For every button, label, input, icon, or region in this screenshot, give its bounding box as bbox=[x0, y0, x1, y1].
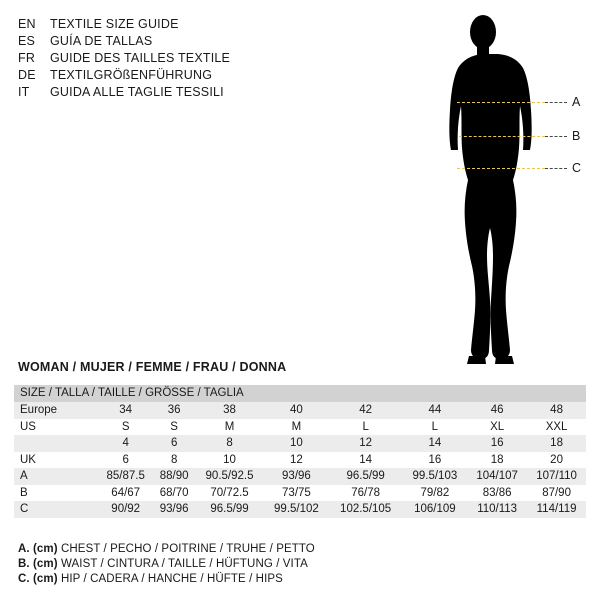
row-cell: 44 bbox=[403, 402, 468, 419]
row-cell: 48 bbox=[527, 402, 586, 419]
row-cell: 46 bbox=[467, 402, 527, 419]
language-list bbox=[18, 16, 348, 101]
row-cell: 106/109 bbox=[403, 501, 468, 518]
measure-line-b bbox=[459, 136, 545, 137]
row-cell: 96.5/99 bbox=[195, 501, 264, 518]
measure-label-b: B bbox=[572, 129, 581, 143]
row-cell: 85/87.5 bbox=[98, 468, 153, 485]
language-code: ES bbox=[18, 34, 36, 48]
table-header-row bbox=[14, 385, 586, 402]
legend-row-a bbox=[18, 542, 578, 557]
row-cell: 107/110 bbox=[527, 468, 586, 485]
row-cell: 8 bbox=[195, 435, 264, 452]
row-cell: XL bbox=[467, 419, 527, 436]
row-cell: 96.5/99 bbox=[329, 468, 403, 485]
language-row-it bbox=[18, 84, 348, 101]
row-cell: 18 bbox=[467, 452, 527, 469]
table-row bbox=[14, 452, 586, 469]
measure-line-c bbox=[457, 168, 545, 169]
legend-key: C. (cm) bbox=[18, 573, 58, 585]
measure-line-a bbox=[457, 102, 545, 103]
legend-text: HIP / CADERA / HANCHE / HÜFTE / HIPS bbox=[60, 573, 283, 585]
legend-row-c bbox=[18, 572, 578, 587]
row-cell: 93/96 bbox=[264, 468, 329, 485]
row-cell: 104/107 bbox=[467, 468, 527, 485]
table-row bbox=[14, 419, 586, 436]
female-silhouette-icon bbox=[395, 8, 595, 368]
row-label: Europe bbox=[14, 402, 98, 419]
table-caption: WOMAN / MUJER / FEMME / FRAU / DONNA bbox=[18, 360, 287, 374]
row-cell: 88/90 bbox=[153, 468, 195, 485]
table-row bbox=[14, 485, 586, 502]
table-row bbox=[14, 402, 586, 419]
row-cell: 99.5/102 bbox=[264, 501, 329, 518]
legend bbox=[18, 542, 578, 587]
row-cell: 8 bbox=[153, 452, 195, 469]
row-cell: 90/92 bbox=[98, 501, 153, 518]
language-row-en bbox=[18, 16, 348, 33]
legend-text: WAIST / CINTURA / TAILLE / HÜFTUNG / VITA bbox=[60, 558, 308, 570]
row-cell: L bbox=[329, 419, 403, 436]
row-cell: 34 bbox=[98, 402, 153, 419]
measure-leader-c bbox=[545, 168, 567, 169]
row-cell: XXL bbox=[527, 419, 586, 436]
row-label: B bbox=[14, 485, 98, 502]
language-code: EN bbox=[18, 17, 36, 31]
language-row-fr bbox=[18, 50, 348, 67]
row-cell: 14 bbox=[403, 435, 468, 452]
legend-text: CHEST / PECHO / POITRINE / TRUHE / PETTO bbox=[60, 543, 315, 555]
measure-leader-a bbox=[545, 102, 567, 103]
row-cell: 99.5/103 bbox=[403, 468, 468, 485]
language-code: IT bbox=[18, 85, 30, 99]
row-cell: 16 bbox=[403, 452, 468, 469]
row-cell: 10 bbox=[264, 435, 329, 452]
row-cell: S bbox=[153, 419, 195, 436]
row-cell: 83/86 bbox=[467, 485, 527, 502]
measure-label-a: A bbox=[572, 95, 581, 109]
table-header-label: SIZE / TALLA / TAILLE / GRÖSSE / TAGLIA bbox=[14, 385, 586, 402]
row-cell: 40 bbox=[264, 402, 329, 419]
legend-key: B. (cm) bbox=[18, 558, 58, 570]
table-row bbox=[14, 501, 586, 518]
row-cell: M bbox=[264, 419, 329, 436]
row-cell: 114/119 bbox=[527, 501, 586, 518]
row-cell: 4 bbox=[98, 435, 153, 452]
row-cell: L bbox=[403, 419, 468, 436]
legend-row-b bbox=[18, 557, 578, 572]
measure-leader-b bbox=[545, 136, 567, 137]
language-row-de bbox=[18, 67, 348, 84]
row-cell: 20 bbox=[527, 452, 586, 469]
language-title: GUIDE DES TAILLES TEXTILE bbox=[50, 51, 231, 65]
row-cell: 70/72.5 bbox=[195, 485, 264, 502]
row-cell: 87/90 bbox=[527, 485, 586, 502]
row-cell: 36 bbox=[153, 402, 195, 419]
table-row bbox=[14, 435, 586, 452]
row-cell: M bbox=[195, 419, 264, 436]
language-title: GUÍA DE TALLAS bbox=[50, 34, 153, 48]
row-cell: 14 bbox=[329, 452, 403, 469]
row-cell: 73/75 bbox=[264, 485, 329, 502]
row-label bbox=[14, 435, 98, 452]
row-cell: 16 bbox=[467, 435, 527, 452]
row-cell: 42 bbox=[329, 402, 403, 419]
row-cell: 79/82 bbox=[403, 485, 468, 502]
row-cell: 12 bbox=[264, 452, 329, 469]
row-label: UK bbox=[14, 452, 98, 469]
language-code: DE bbox=[18, 68, 36, 82]
row-cell: 68/70 bbox=[153, 485, 195, 502]
row-cell: 110/113 bbox=[467, 501, 527, 518]
language-code: FR bbox=[18, 51, 36, 65]
row-cell: 12 bbox=[329, 435, 403, 452]
language-row-es bbox=[18, 33, 348, 50]
legend-key: A. (cm) bbox=[18, 543, 58, 555]
table-row bbox=[14, 468, 586, 485]
row-cell: 6 bbox=[98, 452, 153, 469]
row-cell: 76/78 bbox=[329, 485, 403, 502]
row-cell: 93/96 bbox=[153, 501, 195, 518]
row-cell: 90.5/92.5 bbox=[195, 468, 264, 485]
figure-area bbox=[395, 8, 595, 368]
row-label: A bbox=[14, 468, 98, 485]
row-cell: 18 bbox=[527, 435, 586, 452]
row-cell: 64/67 bbox=[98, 485, 153, 502]
row-label: US bbox=[14, 419, 98, 436]
language-title: TEXTILE SIZE GUIDE bbox=[50, 17, 179, 31]
size-table bbox=[14, 385, 586, 518]
row-cell: 10 bbox=[195, 452, 264, 469]
row-cell: 6 bbox=[153, 435, 195, 452]
row-cell: 102.5/105 bbox=[329, 501, 403, 518]
row-cell: S bbox=[98, 419, 153, 436]
measure-label-c: C bbox=[572, 161, 582, 175]
language-title: TEXTILGRÖßENFÜHRUNG bbox=[50, 68, 213, 82]
language-title: GUIDA ALLE TAGLIE TESSILI bbox=[50, 85, 224, 99]
row-label: C bbox=[14, 501, 98, 518]
row-cell: 38 bbox=[195, 402, 264, 419]
